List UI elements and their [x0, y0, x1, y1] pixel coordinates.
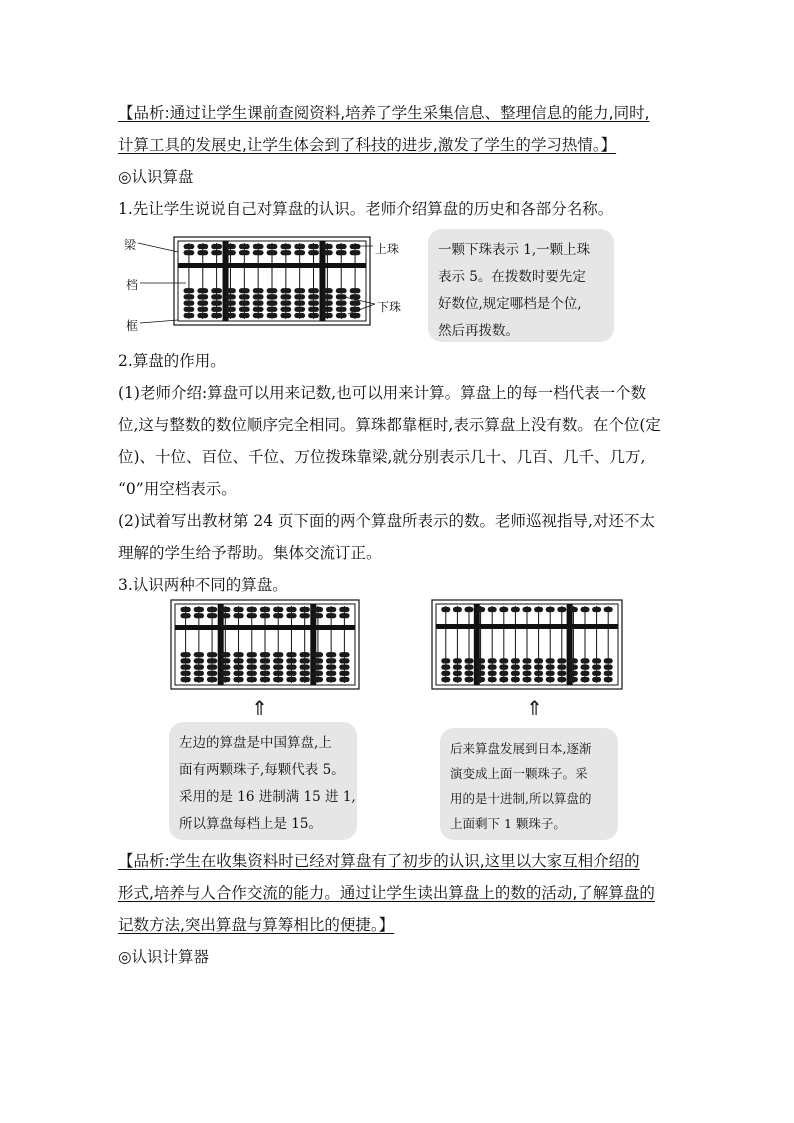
- bead: [339, 613, 349, 618]
- note-line: 后来算盘发展到日本,逐渐: [450, 741, 592, 756]
- diagram-note-bubble: [428, 229, 614, 342]
- bead: [239, 313, 250, 318]
- bead: [339, 658, 349, 663]
- bead: [534, 665, 543, 670]
- bead: [300, 613, 310, 618]
- bead: [499, 677, 508, 682]
- bead: [220, 658, 230, 663]
- bead: [350, 288, 361, 293]
- bead: [546, 677, 555, 682]
- bead: [180, 652, 190, 657]
- bead: [441, 671, 450, 676]
- bead: [197, 244, 208, 249]
- bead: [253, 288, 264, 293]
- bead: [286, 652, 296, 657]
- bead: [207, 613, 217, 618]
- bead: [233, 658, 243, 663]
- bead: [239, 294, 250, 299]
- bead: [280, 294, 291, 299]
- bead: [441, 658, 450, 663]
- bead: [326, 665, 336, 670]
- bead: [511, 658, 520, 663]
- bead: [313, 607, 323, 612]
- bead: [300, 665, 310, 670]
- bead: [267, 244, 278, 249]
- bead: [557, 607, 566, 612]
- bead: [286, 677, 296, 682]
- bead: [580, 658, 589, 663]
- bead: [197, 313, 208, 318]
- bead: [488, 658, 497, 663]
- note-line: 所以算盘每档上是 15。: [179, 816, 322, 832]
- bead: [260, 665, 270, 670]
- bead: [267, 294, 278, 299]
- bead: [294, 244, 305, 249]
- note-line: 好数位,规定哪档是个位,: [438, 296, 582, 312]
- bead: [534, 671, 543, 676]
- bead: [534, 607, 543, 612]
- bead: [267, 301, 278, 306]
- bead: [546, 607, 555, 612]
- note-line: 面有两颗珠子,每颗代表 5。: [179, 762, 345, 778]
- bead: [557, 671, 566, 676]
- comment-2-line-2: 形式,培养与人合作交流的能力。通过让学生读出算盘上的数的活动,了解算盘的: [118, 884, 655, 902]
- bead: [225, 288, 236, 293]
- bead: [260, 677, 270, 682]
- bead: [294, 301, 305, 306]
- bead: [253, 301, 264, 306]
- note-line: 表示 5。在拨数时要先定: [438, 269, 586, 285]
- step-2-1-line-3: 位)、十位、百位、千位、万位拨珠靠梁,就分别表示几十、几百、几千、几万,: [118, 448, 646, 466]
- bead: [225, 301, 236, 306]
- bead: [308, 313, 319, 318]
- bead: [194, 677, 204, 682]
- bead: [260, 658, 270, 663]
- bead: [522, 671, 531, 676]
- bead: [294, 250, 305, 255]
- bead: [336, 301, 347, 306]
- bead: [253, 313, 264, 318]
- bead: [441, 677, 450, 682]
- bead: [247, 658, 257, 663]
- bead: [220, 665, 230, 670]
- bead: [546, 665, 555, 670]
- bead: [239, 250, 250, 255]
- bead: [592, 607, 601, 612]
- bead: [197, 294, 208, 299]
- leader-line-frame: [140, 320, 178, 323]
- bead: [580, 671, 589, 676]
- bead: [557, 665, 566, 670]
- bead: [273, 671, 283, 676]
- bead: [339, 652, 349, 657]
- label-upper-bead: 上珠: [375, 242, 400, 256]
- note-line: 采用的是 16 进制满 15 进 1,: [179, 789, 356, 805]
- bead: [476, 607, 485, 612]
- comment-1-line-1: 【品析:通过让学生课前查阅资料,培养了学生采集信息、整理信息的能力,同时,: [118, 104, 650, 122]
- bead: [604, 658, 613, 663]
- step-2-1-line-2: 位,这与整数的数位顺序完全相同。算珠都靠框时,表示算盘上没有数。在个位(定: [118, 416, 661, 434]
- bead: [336, 244, 347, 249]
- bead: [267, 313, 278, 318]
- bead: [207, 652, 217, 657]
- bead: [260, 607, 270, 612]
- bead: [569, 665, 578, 670]
- bead: [546, 658, 555, 663]
- bead: [273, 652, 283, 657]
- bead: [220, 607, 230, 612]
- bead: [280, 250, 291, 255]
- bead: [522, 658, 531, 663]
- bead: [339, 665, 349, 670]
- bead: [220, 652, 230, 657]
- bead: [194, 671, 204, 676]
- bead: [592, 658, 601, 663]
- bead: [207, 671, 217, 676]
- bead: [286, 671, 296, 676]
- bead: [260, 652, 270, 657]
- bead: [322, 294, 333, 299]
- bead: [534, 677, 543, 682]
- bead: [557, 658, 566, 663]
- bead: [322, 313, 333, 318]
- bead: [488, 665, 497, 670]
- bead: [441, 607, 450, 612]
- bead: [294, 307, 305, 312]
- bead: [280, 313, 291, 318]
- bead: [233, 665, 243, 670]
- bead: [239, 244, 250, 249]
- bead: [499, 607, 508, 612]
- leader-line-beam: [138, 243, 178, 252]
- bead: [580, 607, 589, 612]
- bead: [322, 244, 333, 249]
- bead: [453, 665, 462, 670]
- bead: [194, 607, 204, 612]
- note-line: 演变成上面一颗珠子。采: [450, 766, 588, 781]
- bead: [194, 652, 204, 657]
- bead: [180, 665, 190, 670]
- bead: [280, 244, 291, 249]
- bead: [247, 665, 257, 670]
- bead: [280, 307, 291, 312]
- bead: [441, 665, 450, 670]
- bead: [308, 244, 319, 249]
- bead: [546, 671, 555, 676]
- bead: [253, 307, 264, 312]
- step-2-1-line-1: (1)老师介绍:算盘可以用来记数,也可以用来计算。算盘上的每一档代表一个数: [118, 384, 647, 402]
- chinese-abacus-note: [169, 722, 357, 840]
- bead: [220, 613, 230, 618]
- bead: [313, 652, 323, 657]
- bead: [339, 671, 349, 676]
- bead: [326, 607, 336, 612]
- bead: [522, 665, 531, 670]
- note-line: 一颗下珠表示 1,一颗上珠: [438, 242, 591, 258]
- bead: [273, 658, 283, 663]
- label-beam: 梁: [124, 238, 137, 252]
- bead: [211, 288, 222, 293]
- section-heading-abacus: ◎认识算盘: [118, 168, 194, 186]
- bead: [239, 288, 250, 293]
- bead: [253, 294, 264, 299]
- bead: [322, 288, 333, 293]
- japanese-abacus-note: [440, 728, 618, 840]
- bead: [233, 677, 243, 682]
- bead: [464, 658, 473, 663]
- bead: [273, 613, 283, 618]
- bead: [180, 658, 190, 663]
- step-2-2-line-1: (2)试着写出教材第 24 页下面的两个算盘所表示的数。老师巡视指导,对还不太: [118, 512, 655, 530]
- bead: [308, 288, 319, 293]
- comment-2-line-3: 记数方法,突出算盘与算筹相比的便捷。】: [118, 916, 395, 934]
- bead: [260, 671, 270, 676]
- bead: [184, 313, 195, 318]
- bead: [499, 671, 508, 676]
- bead: [180, 613, 190, 618]
- bead: [253, 244, 264, 249]
- bead: [286, 607, 296, 612]
- bead: [225, 294, 236, 299]
- bead: [350, 313, 361, 318]
- bead: [267, 288, 278, 293]
- up-arrow-icon: ⇑: [251, 696, 268, 720]
- bead: [453, 677, 462, 682]
- bead: [592, 665, 601, 670]
- bead: [194, 665, 204, 670]
- bead: [273, 607, 283, 612]
- bead: [197, 288, 208, 293]
- comment-1-line-2: 计算工具的发展史,让学生体会到了科技的进步,激发了学生的学习热情。】: [118, 136, 617, 154]
- bead: [522, 677, 531, 682]
- bead: [464, 665, 473, 670]
- bead: [194, 613, 204, 618]
- bead: [488, 677, 497, 682]
- bead: [180, 677, 190, 682]
- bead: [194, 658, 204, 663]
- bead: [511, 607, 520, 612]
- bead: [326, 671, 336, 676]
- bead: [339, 607, 349, 612]
- bead: [350, 244, 361, 249]
- note-line: 左边的算盘是中国算盘,上: [179, 735, 332, 751]
- bead: [592, 671, 601, 676]
- bead: [511, 665, 520, 670]
- note-line: 然后再拨数。: [438, 323, 519, 339]
- bead: [499, 658, 508, 663]
- comment-2-line-1: 【品析:学生在收集资料时已经对算盘有了初步的认识,这里以大家互相介绍的: [118, 852, 640, 870]
- bead: [211, 294, 222, 299]
- bead: [522, 607, 531, 612]
- bead: [300, 677, 310, 682]
- bead: [326, 652, 336, 657]
- bead: [308, 301, 319, 306]
- bead: [350, 301, 361, 306]
- bead: [233, 607, 243, 612]
- bead: [464, 607, 473, 612]
- bead: [569, 658, 578, 663]
- bead: [534, 658, 543, 663]
- bead: [300, 671, 310, 676]
- bead: [569, 607, 578, 612]
- bead: [220, 671, 230, 676]
- bead: [322, 307, 333, 312]
- bead: [273, 677, 283, 682]
- bead: [488, 607, 497, 612]
- bead: [294, 294, 305, 299]
- bead: [322, 301, 333, 306]
- bead: [336, 307, 347, 312]
- bead: [253, 250, 264, 255]
- bead: [233, 652, 243, 657]
- bead: [220, 677, 230, 682]
- bead: [476, 671, 485, 676]
- bead: [184, 307, 195, 312]
- bead: [225, 307, 236, 312]
- bead: [294, 313, 305, 318]
- bead: [336, 313, 347, 318]
- bead: [339, 677, 349, 682]
- bead: [211, 250, 222, 255]
- bead: [239, 301, 250, 306]
- bead: [239, 307, 250, 312]
- bead: [580, 665, 589, 670]
- bead: [336, 250, 347, 255]
- up-arrow-icon: ⇑: [526, 696, 543, 720]
- bead: [211, 244, 222, 249]
- step-1-text: 1.先让学生说说自己对算盘的认识。老师介绍算盘的历史和各部分名称。: [118, 200, 614, 218]
- note-line: 用的是十进制,所以算盘的: [450, 791, 592, 806]
- bead: [464, 671, 473, 676]
- bead: [197, 307, 208, 312]
- bead: [211, 313, 222, 318]
- bead: [225, 313, 236, 318]
- bead: [592, 677, 601, 682]
- bead: [476, 665, 485, 670]
- bead: [184, 288, 195, 293]
- bead: [557, 677, 566, 682]
- bead: [350, 250, 361, 255]
- bead: [207, 665, 217, 670]
- note-line: 上面剩下 1 颗珠子。: [450, 816, 566, 831]
- bead: [267, 250, 278, 255]
- bead: [604, 671, 613, 676]
- bead: [247, 613, 257, 618]
- bead: [313, 677, 323, 682]
- bead: [308, 250, 319, 255]
- bead: [286, 658, 296, 663]
- section-heading-calculator: ◎认识计算器: [118, 948, 210, 966]
- bead: [184, 250, 195, 255]
- bead: [604, 665, 613, 670]
- bead: [300, 607, 310, 612]
- bead: [322, 250, 333, 255]
- step-2-2-line-2: 理解的学生给予帮助。集体交流订正。: [118, 544, 382, 562]
- bead: [197, 250, 208, 255]
- bead: [211, 307, 222, 312]
- bead: [326, 677, 336, 682]
- bead: [280, 301, 291, 306]
- bead: [308, 294, 319, 299]
- bead: [453, 658, 462, 663]
- bead: [273, 665, 283, 670]
- bead: [308, 307, 319, 312]
- bead: [313, 665, 323, 670]
- bead: [197, 301, 208, 306]
- bead: [511, 677, 520, 682]
- bead: [267, 307, 278, 312]
- bead: [180, 607, 190, 612]
- bead: [313, 658, 323, 663]
- step-2-1-line-4: “0”用空档表示。: [118, 480, 237, 498]
- label-lower-bead: 下珠: [377, 300, 402, 314]
- bead: [488, 671, 497, 676]
- bead: [211, 301, 222, 306]
- bead: [476, 677, 485, 682]
- bead: [313, 671, 323, 676]
- label-rod: 档: [126, 278, 139, 292]
- bead: [180, 671, 190, 676]
- bead: [336, 288, 347, 293]
- bead: [300, 658, 310, 663]
- bead: [569, 671, 578, 676]
- bead: [247, 677, 257, 682]
- bead: [286, 665, 296, 670]
- bead: [247, 607, 257, 612]
- bead: [247, 652, 257, 657]
- bead: [286, 613, 296, 618]
- bead: [569, 677, 578, 682]
- bead: [580, 677, 589, 682]
- bead: [260, 613, 270, 618]
- bead: [326, 658, 336, 663]
- bead: [313, 613, 323, 618]
- label-frame: 框: [126, 319, 139, 333]
- bead: [464, 677, 473, 682]
- bead: [300, 652, 310, 657]
- bead: [326, 613, 336, 618]
- bead: [184, 244, 195, 249]
- bead: [233, 671, 243, 676]
- bead: [280, 288, 291, 293]
- bead: [207, 658, 217, 663]
- bead: [207, 607, 217, 612]
- bead: [225, 250, 236, 255]
- bead: [225, 244, 236, 249]
- bead: [184, 294, 195, 299]
- bead: [604, 677, 613, 682]
- bead: [207, 677, 217, 682]
- bead: [247, 671, 257, 676]
- bead: [476, 658, 485, 663]
- bead: [499, 665, 508, 670]
- step-2-heading: 2.算盘的作用。: [118, 352, 226, 370]
- bead: [604, 607, 613, 612]
- bead: [453, 671, 462, 676]
- bead: [294, 288, 305, 293]
- step-3-heading: 3.认识两种不同的算盘。: [118, 576, 288, 594]
- bead: [511, 671, 520, 676]
- bead: [233, 613, 243, 618]
- bead: [453, 607, 462, 612]
- bead: [184, 301, 195, 306]
